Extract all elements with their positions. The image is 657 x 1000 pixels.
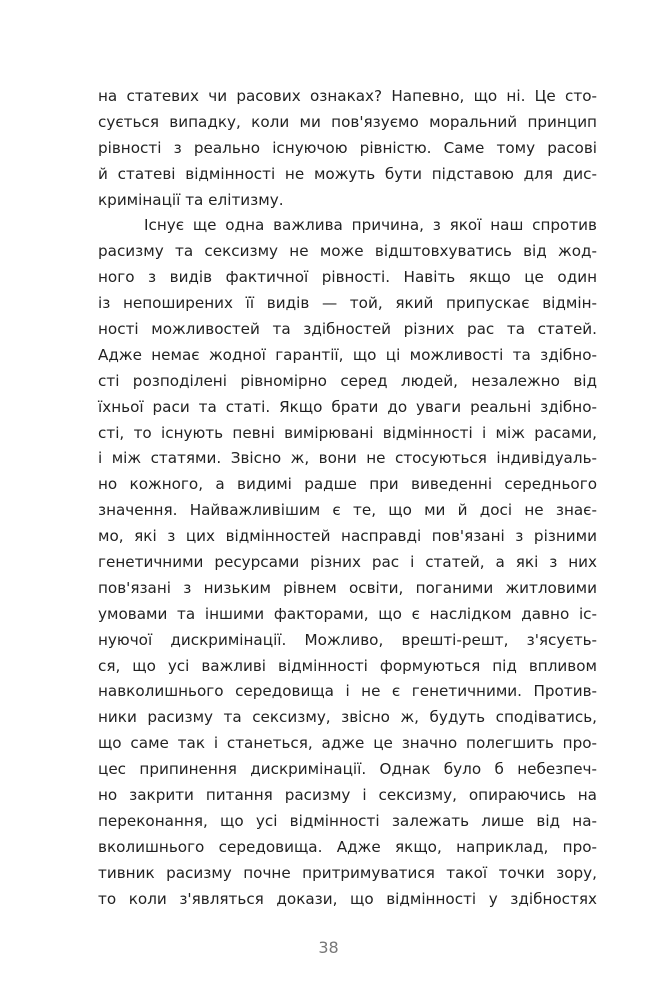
text-line: сті, то існують певні вимірювані відмінності і між расами,: [98, 423, 597, 442]
text-line: що саме так і станеться, адже це значно полегшить про-: [98, 734, 597, 753]
text-line: ності можливостей та здібностей різних рас та статей.: [98, 320, 597, 339]
text-line: Адже немає жодної гарантії, що ці можливості та здібно-: [98, 345, 597, 364]
text-line: то коли з'являться докази, що відмінності у здібностях: [98, 889, 597, 908]
text-line: нуючої дискримінації. Можливо, врешті-решт, з'ясуєть-: [98, 630, 597, 649]
body-text: [98, 84, 597, 913]
text-line: і між статями. Звісно ж, вони не стосуються індивідуаль-: [98, 449, 597, 468]
page-number: 38: [318, 938, 339, 957]
text-line: ники расизму та сексизму, звісно ж, будуть сподіватись,: [98, 708, 597, 727]
text-line: генетичними ресурсами різних рас і статей, а які з них: [98, 553, 597, 572]
text-line: мо, які з цих відмінностей насправді пов'язані з різними: [98, 527, 597, 546]
text-line: сується випадку, коли ми пов'язуємо моральний принцип: [98, 112, 597, 131]
text-line: навколишнього середовища і не є генетичними. Против-: [98, 682, 597, 701]
text-line: цес припинення дискримінації. Однак було б небезпеч-: [98, 760, 597, 779]
text-line: сті розподілені рівномірно серед людей, незалежно від: [98, 371, 597, 390]
text-line: переконання, що усі відмінності залежать лише від на-: [98, 811, 597, 830]
text-line: ного з видів фактичної рівності. Навіть якщо це один: [98, 268, 597, 287]
text-line: вколишнього середовища. Адже якщо, наприклад, про-: [98, 837, 597, 856]
text-line: умовами та іншими факторами, що є наслідком давно іс-: [98, 604, 597, 623]
text-line: пов'язані з низьким рівнем освіти, поганими житловими: [98, 578, 597, 597]
text-line: кримінації та елітизму.: [98, 190, 284, 209]
text-line: на статевих чи расових ознаках? Напевно, що ні. Це сто-: [98, 87, 597, 105]
text-line: й статеві відмінності не можуть бути підставою для дис-: [98, 164, 597, 183]
text-line: тивник расизму почне притримуватися такої точки зору,: [98, 863, 597, 882]
text-line: но закрити питання расизму і сексизму, опираючись на: [98, 786, 597, 805]
text-line: значення. Найважливішим є те, що ми й досі не знає-: [98, 501, 597, 520]
text-line: ся, що усі важливі відмінності формуються під впливом: [98, 656, 597, 675]
text-line: із непоширених її видів — той, який припускає відмін-: [98, 294, 597, 313]
text-line: Існує ще одна важлива причина, з якої наш спротив: [144, 216, 597, 235]
text-line: рівності з реально існуючою рівністю. Саме тому расові: [98, 138, 597, 157]
text-line: їхньої раси та статі. Якщо брати до уваги реальні здібно-: [98, 397, 597, 416]
text-line: расизму та сексизму не може відштовхуватись від жод-: [98, 242, 597, 261]
text-line: но кожного, а видимі радше при виведенні середнього: [98, 475, 597, 494]
